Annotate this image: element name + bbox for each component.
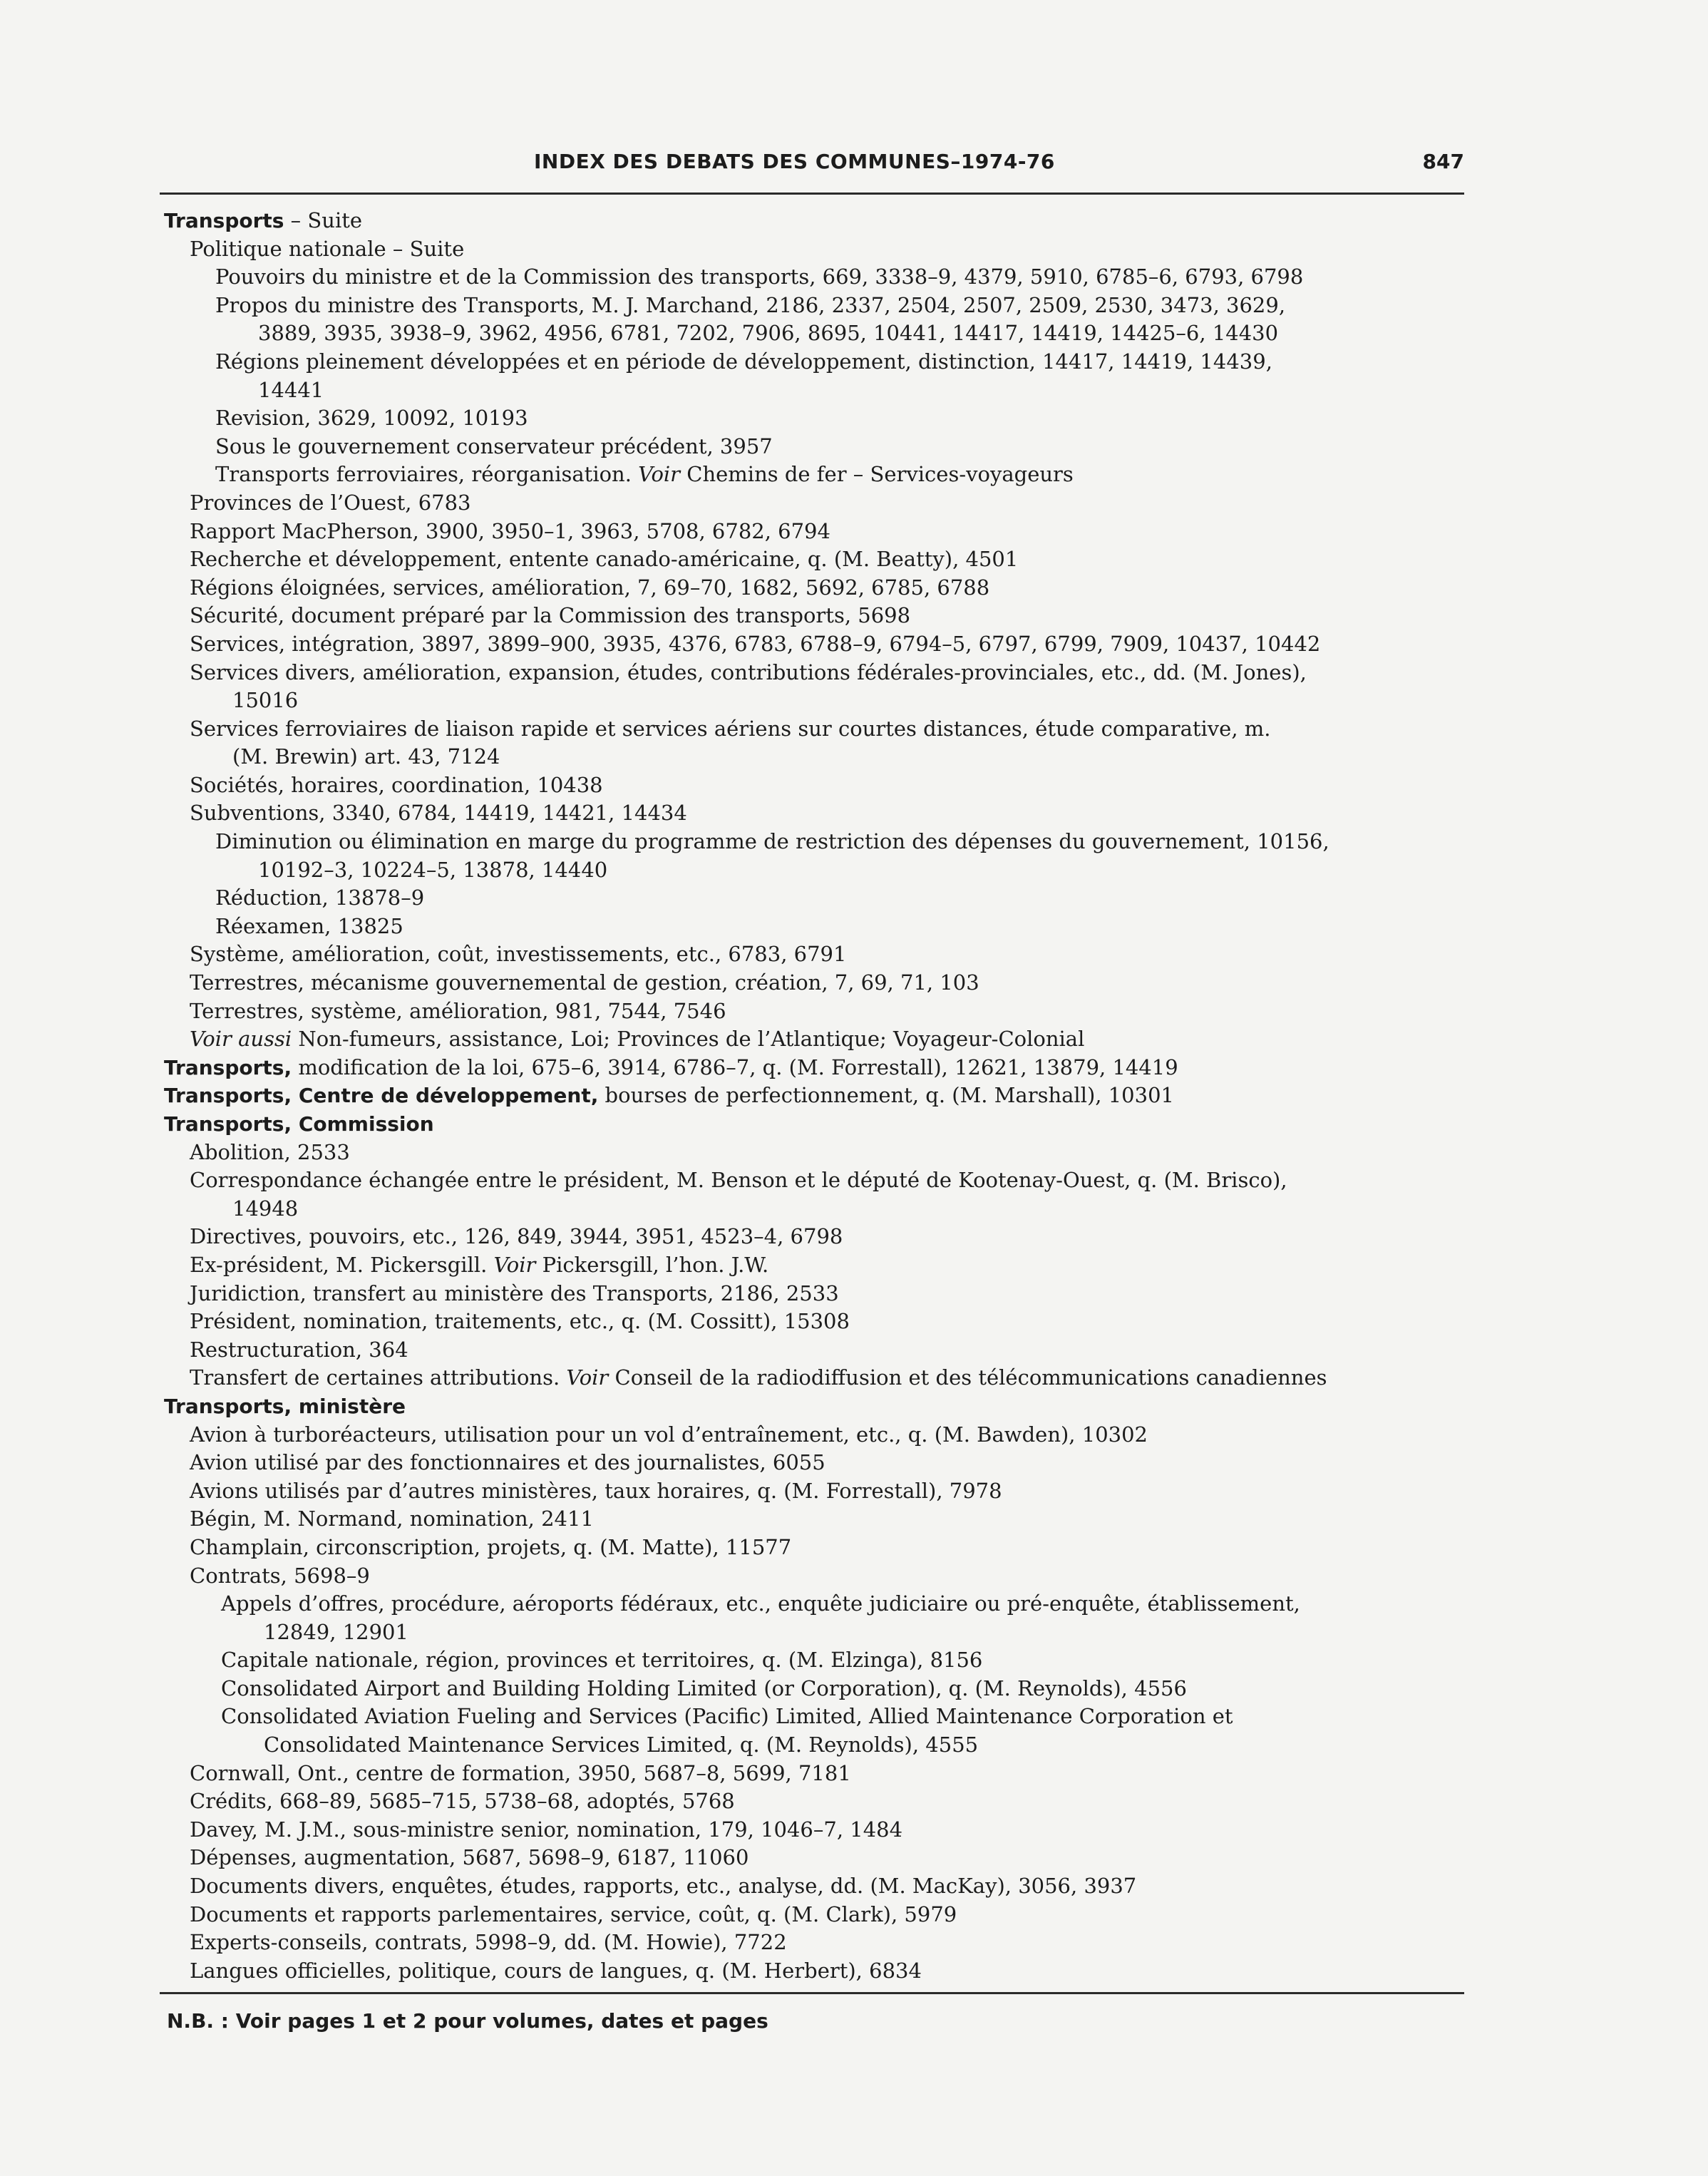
index-text: Documents divers, enquêtes, études, rapports, etc., analyse, dd. (M. MacKay), 3056, 3937 [190,1874,1137,1899]
index-line [164,1251,1490,1280]
index-line [164,1901,1490,1929]
index-text: Rapport MacPherson, 3900, 3950–1, 3963, 5708, 6782, 6794 [190,518,830,543]
index-line [164,913,1490,941]
index-text: Ex-président, M. Pickersgill. [190,1252,494,1277]
index-text: Crédits, 668–89, 5685–715, 5738–68, adoptés, 5768 [190,1789,735,1814]
index-text: 14441 [258,377,324,402]
index-text: Juridiction, transfert au ministère des Transports, 2186, 2533 [190,1281,839,1305]
footer-rule [160,1992,1464,1994]
index-text: Consolidated Maintenance Services Limited, q. (M. Reynolds), 4555 [264,1733,979,1757]
index-line [164,1534,1490,1562]
index-text: Experts-conseils, contrats, 5998–9, dd. (M. Howie), 7722 [190,1930,787,1955]
index-text: 10192–3, 10224–5, 13878, 14440 [258,857,608,882]
index-line [164,1082,1490,1110]
index-text: Politique nationale – Suite [190,236,465,261]
index-line [164,1054,1490,1082]
index-text: Sécurité, document préparé par la Commission des transports, 5698 [190,603,911,628]
index-heading: Transports, ministère [164,1394,406,1418]
index-text: 3889, 3935, 3938–9, 3962, 4956, 6781, 7202, 7906, 8695, 10441, 14417, 14419, 14425–6, 14430 [258,321,1279,346]
cross-reference-target: Pickersgill, l’hon. J.W. [535,1252,769,1277]
index-line [164,1675,1490,1703]
cross-reference-target: Conseil de la radiodiffusion et des télécommunications canadiennes [608,1365,1327,1390]
index-line [164,884,1490,913]
index-text: Directives, pouvoirs, etc., 126, 849, 3944, 3951, 4523–4, 6798 [190,1224,843,1249]
index-line [164,687,1490,715]
index-line [164,1280,1490,1308]
index-text: Abolition, 2533 [190,1139,350,1164]
index-line [164,1139,1490,1167]
index-text: Bégin, M. Normand, nomination, 2411 [190,1507,594,1531]
index-text: Services, intégration, 3897, 3899–900, 3935, 4376, 6783, 6788–9, 6794–5, 6797, 6799, 7909, 10437, 10442 [190,631,1321,656]
header-rule [160,193,1464,195]
index-line [164,489,1490,518]
index-line [164,1760,1490,1788]
index-line [164,743,1490,771]
index-text: Appels d’offres, procédure, aéroports fédéraux, etc., enquête judiciaire ou pré-enquête, établissement, [221,1591,1300,1616]
index-text: Cornwall, Ont., centre de formation, 3950, 5687–8, 5699, 7181 [190,1760,851,1785]
index-text: Correspondance échangée entre le président, M. Benson et le député de Kootenay-Ouest, q. (M. Brisco), [190,1168,1287,1193]
index-line [164,940,1490,969]
index-text: Avion à turboréacteurs, utilisation pour un vol d’entraînement, etc., q. (M. Bawden), 10302 [190,1422,1148,1447]
index-text: modification de la loi, 675–6, 3914, 6786–7, q. (M. Forrestall), 12621, 13879, 14419 [292,1054,1178,1079]
index-text: Régions éloignées, services, amélioration, 7, 69–70, 1682, 5692, 6785, 6788 [190,575,990,600]
index-line [164,1562,1490,1591]
index-text: Provinces de l’Ouest, 6783 [190,490,471,515]
index-line [164,1816,1490,1844]
index-line [164,1308,1490,1336]
index-text: Recherche et développement, entente canado-américaine, q. (M. Beatty), 4501 [190,547,1019,572]
page-header [160,145,1464,181]
index-line [164,1025,1490,1054]
index-heading: Transports, Commission [164,1112,434,1136]
index-text: Davey, M. J.M., sous-ministre senior, nomination, 179, 1046–7, 1484 [190,1817,903,1842]
index-text: Revision, 3629, 10092, 10193 [215,406,528,431]
index-text: bourses de perfectionnement, q. (M. Marshall), 10301 [598,1083,1174,1108]
index-text: Avion utilisé par des fonctionnaires et des journalistes, 6055 [190,1450,825,1475]
page-number: 847 [1422,150,1464,173]
index-line [164,207,1490,235]
index-text: Consolidated Aviation Fueling and Services (Pacific) Limited, Allied Maintenance Corporation et [221,1704,1233,1729]
index-line [164,1957,1490,1986]
index-line [164,348,1490,376]
index-text: 15016 [232,688,299,713]
index-text: Sous le gouvernement conservateur précédent, 3957 [215,433,773,458]
cross-reference-voir: Voir [493,1252,536,1277]
footer-note: N.B. : Voir pages 1 et 2 pour volumes, dates et pages [167,2009,768,2033]
index-line [164,1166,1490,1195]
index-line [164,1195,1490,1223]
index-text: Transports ferroviaires, réorganisation. [215,462,639,487]
index-text: Président, nomination, traitements, etc., q. (M. Cossitt), 15308 [190,1309,850,1334]
index-line [164,404,1490,433]
index-text: Avions utilisés par d’autres ministères, taux horaires, q. (M. Forrestall), 7978 [190,1478,1002,1503]
index-line [164,263,1490,292]
index-line [164,1590,1490,1618]
index-heading: Transports, Centre de développement, [164,1084,599,1108]
index-text: Dépenses, augmentation, 5687, 5698–9, 6187, 11060 [190,1845,749,1870]
index-text: (M. Brewin) art. 43, 7124 [232,744,500,769]
index-line [164,1449,1490,1477]
index-line [164,799,1490,828]
index-line [164,1646,1490,1675]
index-line [164,828,1490,856]
index-line [164,856,1490,885]
cross-reference-target: Non-fumeurs, assistance, Loi; Provinces de l’Atlantique; Voyageur-Colonial [292,1027,1085,1052]
index-line [164,1872,1490,1901]
index-text: Système, amélioration, coût, investissements, etc., 6783, 6791 [190,942,847,967]
cross-reference-target: Chemins de fer – Services-voyageurs [680,462,1074,487]
index-line [164,1477,1490,1506]
index-line [164,1505,1490,1534]
index-text: Langues officielles, politique, cours de langues, q. (M. Herbert), 6834 [190,1958,922,1983]
index-text: Pouvoirs du ministre et de la Commission des transports, 669, 3338–9, 4379, 5910, 6785–6, 6793, 6798 [215,265,1304,289]
index-line [164,715,1490,744]
index-entries [164,207,1490,1985]
index-text: Réexamen, 13825 [215,913,403,938]
cross-reference-voir: Voir aussi [190,1027,292,1052]
index-line [164,461,1490,489]
index-line [164,1618,1490,1647]
index-line [164,1703,1490,1731]
index-line [164,659,1490,687]
page-title: INDEX DES DEBATS DES COMMUNES–1974-76 [534,150,1055,173]
index-text: 12849, 12901 [264,1619,408,1644]
index-line [164,319,1490,348]
index-line [164,1929,1490,1957]
index-text: Terrestres, système, amélioration, 981, 7544, 7546 [190,998,726,1023]
index-line [164,602,1490,630]
index-line [164,433,1490,461]
cross-reference-voir: Voir [638,462,681,487]
index-line [164,376,1490,405]
index-line [164,1844,1490,1872]
index-line [164,1364,1490,1392]
index-text: Contrats, 5698–9 [190,1563,370,1588]
index-text: Services divers, amélioration, expansion, études, contributions fédérales-provinciales, etc., dd. (M. Jones), [190,660,1307,684]
index-text: – Suite [284,208,363,232]
index-line [164,1787,1490,1816]
index-text: Consolidated Airport and Building Holding Limited (or Corporation), q. (M. Reynolds), 4556 [221,1675,1187,1700]
index-text: 14948 [232,1196,299,1221]
index-line [164,292,1490,320]
index-text: Terrestres, mécanisme gouvernemental de gestion, création, 7, 69, 71, 103 [190,970,979,995]
index-line [164,1731,1490,1760]
index-text: Capitale nationale, région, provinces et territoires, q. (M. Elzinga), 8156 [221,1648,983,1673]
index-line [164,545,1490,574]
index-text: Propos du ministre des Transports, M. J. Marchand, 2186, 2337, 2504, 2507, 2509, 2530, 3473, 3629, [215,292,1286,317]
index-text: Champlain, circonscription, projets, q. (M. Matte), 11577 [190,1534,792,1559]
index-line [164,1223,1490,1251]
index-text: Sociétés, horaires, coordination, 10438 [190,772,603,797]
index-line [164,1336,1490,1365]
index-text: Réduction, 13878–9 [215,886,425,910]
index-line [164,1421,1490,1449]
index-line [164,518,1490,546]
index-line [164,969,1490,997]
index-line [164,997,1490,1026]
index-heading: Transports, [164,1055,292,1079]
index-text: Documents et rapports parlementaires, service, coût, q. (M. Clark), 5979 [190,1902,957,1926]
index-line [164,1392,1490,1421]
index-text: Diminution ou élimination en marge du programme de restriction des dépenses du gouvernement, 10156, [215,829,1329,854]
index-line [164,235,1490,264]
index-text: Services ferroviaires de liaison rapide et services aériens sur courtes distances, étude comparative, m. [190,716,1271,741]
index-text: Restructuration, 364 [190,1337,408,1362]
index-text: Transfert de certaines attributions. [190,1365,567,1390]
index-line [164,574,1490,602]
index-text: Régions pleinement développées et en période de développement, distinction, 14417, 14419, 14439, [215,349,1272,374]
cross-reference-voir: Voir [566,1365,609,1390]
index-text: Subventions, 3340, 6784, 14419, 14421, 14434 [190,801,687,826]
index-line [164,1110,1490,1139]
index-line [164,771,1490,800]
index-heading: Transports [164,209,284,232]
index-line [164,630,1490,659]
